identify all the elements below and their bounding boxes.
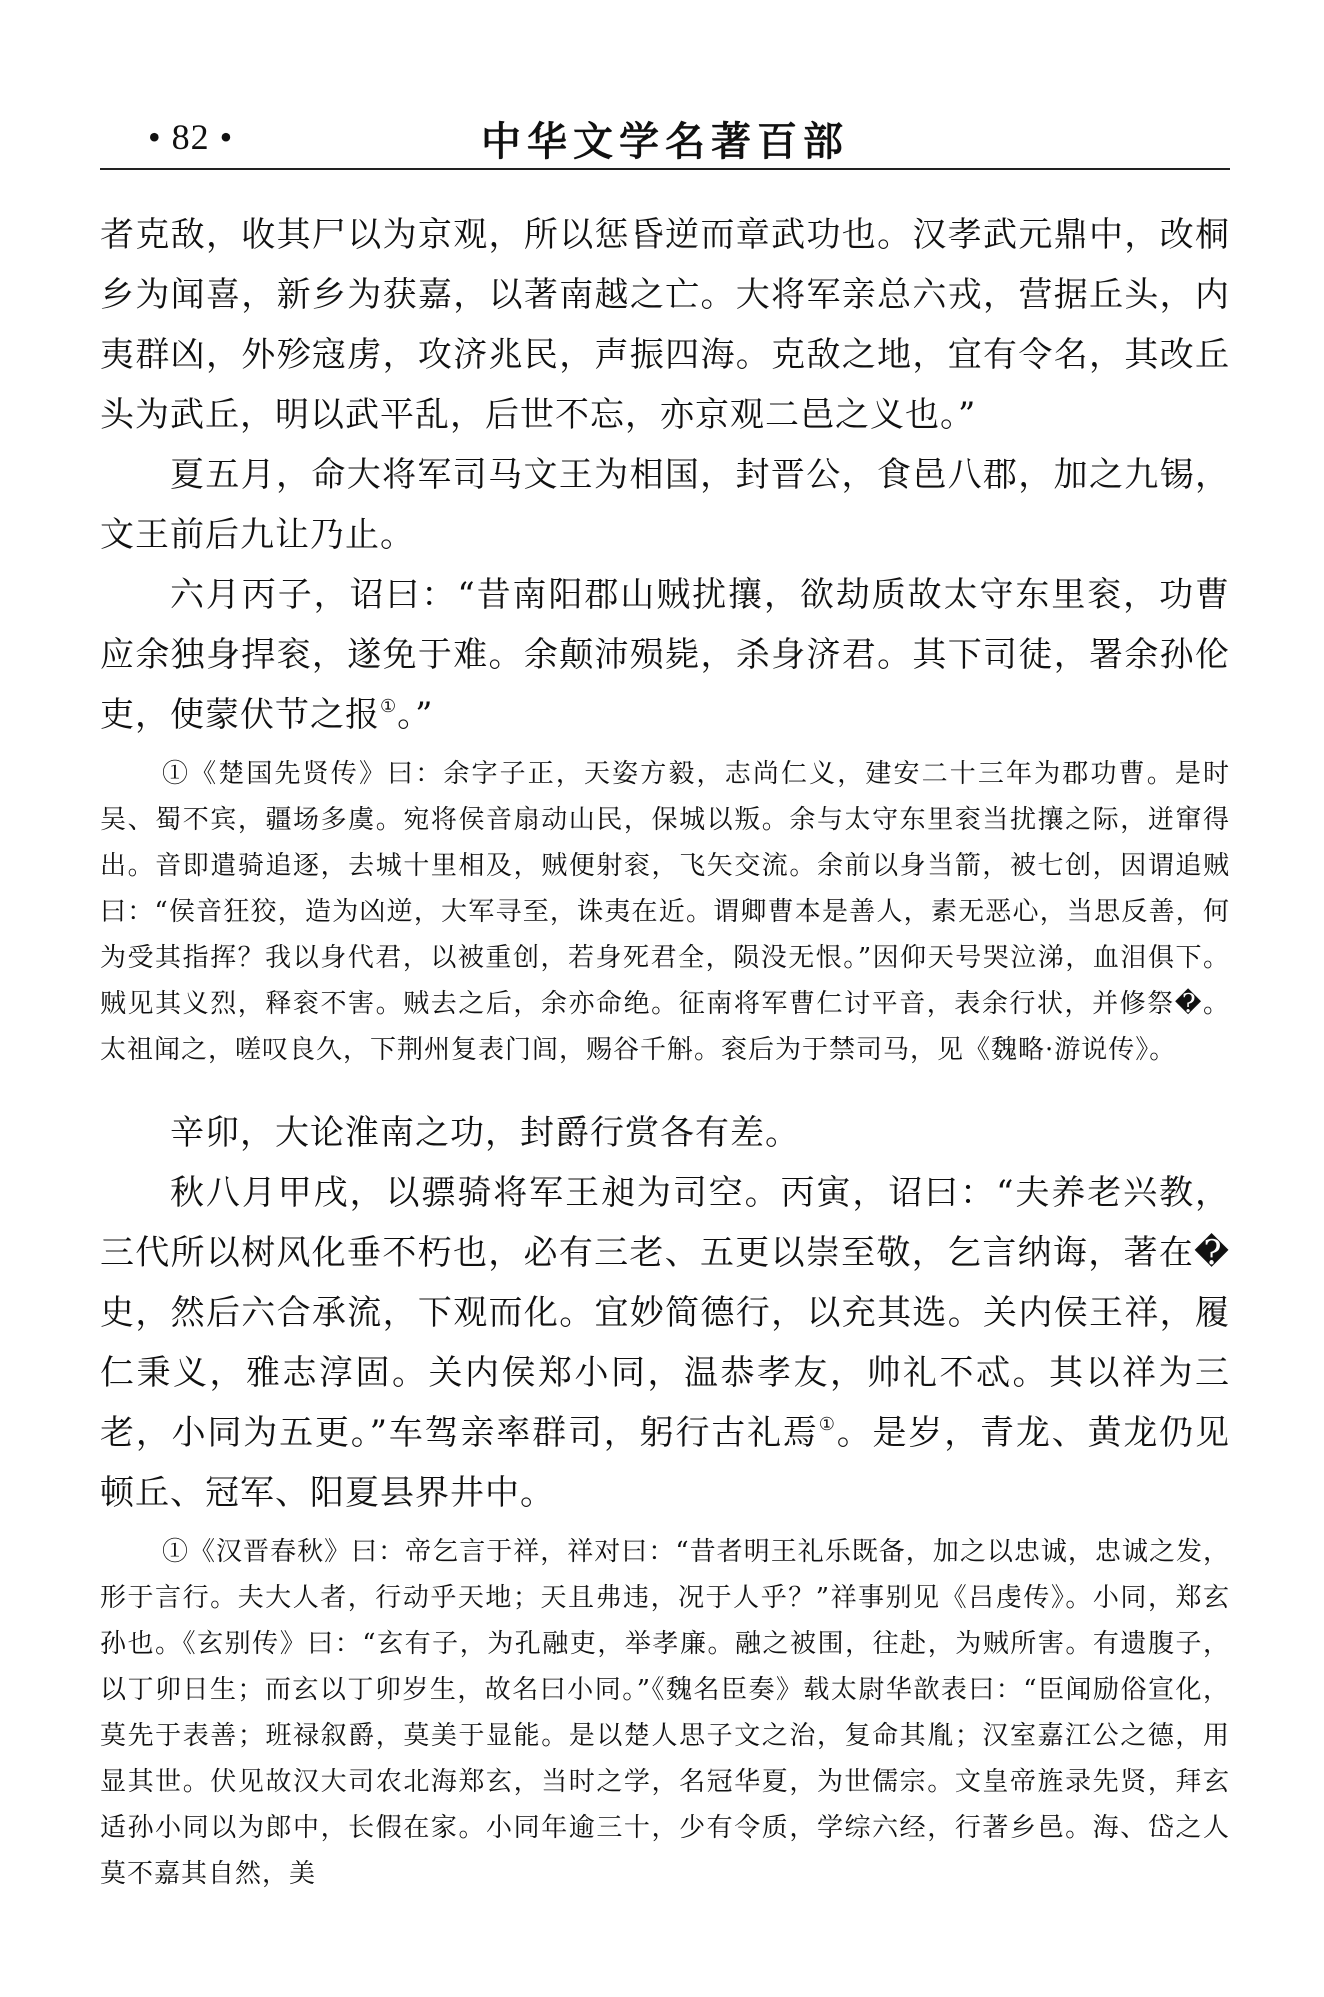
paragraph-3 <box>100 565 1230 745</box>
section-gap <box>100 1073 1230 1103</box>
book-title: 中华文学名著百部 <box>481 118 849 165</box>
paragraph-2: 夏五月，命大将军司马文王为相国，封晋公，食邑八郡，加之九锡，文王前后九让乃止。 <box>100 455 1230 555</box>
paragraph-3-text: 六月丙子，诏曰：“昔南阳郡山贼扰攘，欲劫质故太守东里衮，功曹应余独身捍衮，遂免于难。余颠沛殒毙，杀身济君。其下司徒，署余孙伦吏，使蒙伏节之报 <box>100 575 1230 735</box>
paragraph-3-end: 。” <box>397 695 434 735</box>
footnote-1: ①《楚国先贤传》曰：余字子正，天姿方毅，志尚仁义，建安二十三年为郡功曹。是时吴、蜀不宾，疆场多虞。宛将侯音扇动山民，保城以叛。余与太守东里衮当扰攘之际，迸窜得出。音即遣骑追逐，去城十里相及，贼便射衮，飞矢交流。余前以身当箭，被七创，因谓追贼曰：“侯音狂狡，造为凶逆，大军寻至，诛夷在近。谓卿曹本是善人，素无恶心，当思反善，何为受其指挥？我以身代君，以被重创，若身死君全，陨没无恨。”因仰天号哭泣涕，血泪俱下。贼见其义烈，释衮不害。贼去之后，余亦命绝。征南将军曹仁讨平音，表余行状，并修祭�。太祖闻之，嗟叹良久，下荆州复表门闾，赐谷千斛。衮后为于禁司马，见《魏略·游说传》。 <box>100 759 1230 1065</box>
footnote-marker: ① <box>380 696 398 717</box>
paragraph-5-text: 秋八月甲戌，以骠骑将军王昶为司空。丙寅，诏曰：“夫养老兴教，三代所以树风化垂不朽也，必有三老、五更以崇至敬，乞言纳诲，著在�史，然后六合承流，下观而化。宜妙简德行，以充其选。关内侯王祥，履仁秉义，雅志淳固。关内侯郑小同，温恭孝友，帅礼不忒。其以祥为三老，小同为五更。”车驾亲率群司，躬行古礼焉 <box>100 1173 1230 1453</box>
header-rule <box>100 168 1230 170</box>
paragraph-5-end: 。是岁，青龙、黄龙仍见顿丘、冠军、阳夏县界井中。 <box>100 1413 1231 1513</box>
page-number: • 82 • <box>148 117 234 157</box>
paragraph-4: 辛卯，大论淮南之功，封爵行赏各有差。 <box>170 1113 800 1153</box>
paragraph-1: 者克敌，收其尸以为京观，所以惩昏逆而章武功也。汉孝武元鼎中，改桐乡为闻喜，新乡为获嘉，以著南越之亡。大将军亲总六戎，营据丘头，内夷群凶，外殄寇虏，攻济兆民，声振四海。克敌之地，宜有令名，其改丘头为武丘，明以武平乱，后世不忘，亦京观二邑之义也。” <box>100 215 1230 435</box>
footnote-marker: ① <box>818 1414 837 1435</box>
page-body <box>100 205 1230 1897</box>
footnote-2: ①《汉晋春秋》曰：帝乞言于祥，祥对曰：“昔者明王礼乐既备，加之以忠诚，忠诚之发，形于言行。夫大人者，行动乎天地；天且弗违，况于人乎？”祥事别见《吕虔传》。小同，郑玄孙也。《玄别传》曰：“玄有子，为孔融吏，举孝廉。融之被围，往赴，为贼所害。有遗腹子，以丁卯日生；而玄以丁卯岁生，故名曰小同。”《魏名臣奏》载太尉华歆表曰：“臣闻励俗宣化，莫先于表善；班禄叙爵，莫美于显能。是以楚人思子文之治，复命其胤；汉室嘉江公之德，用显其世。伏见故汉大司农北海郑玄，当时之学，名冠华夏，为世儒宗。文皇帝旌录先贤，拜玄适孙小同以为郎中，长假在家。小同年逾三十，少有令质，学综六经，行著乡邑。海、岱之人莫不嘉其自然，美 <box>100 1537 1230 1889</box>
paragraph-5 <box>100 1163 1230 1523</box>
page-header <box>100 110 1230 170</box>
